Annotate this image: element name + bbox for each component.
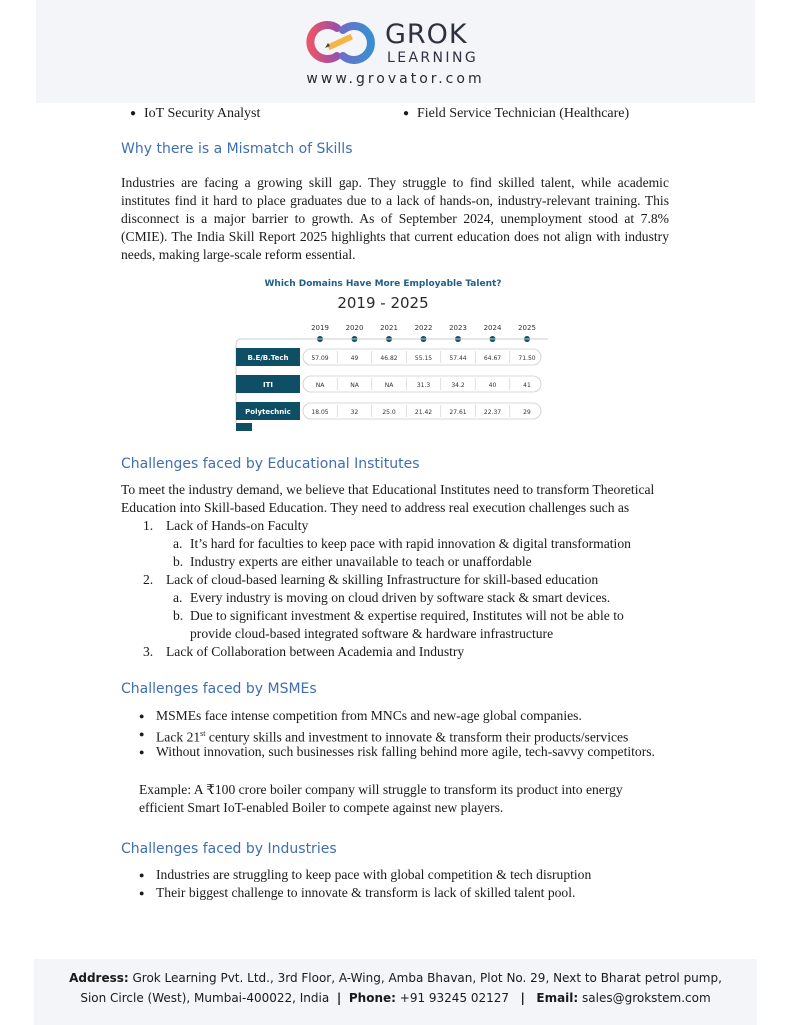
bullet-glyph: ●: [139, 747, 145, 757]
year-label: 2021: [380, 324, 398, 332]
year-label: 2024: [483, 324, 502, 332]
logo-mark-icon: [297, 18, 385, 68]
list-number: 3.: [143, 644, 154, 659]
grok-learning-logo: [297, 18, 497, 68]
list-number: a.: [173, 590, 183, 605]
list-text: provide cloud-based integrated software & hardware infrastructure: [190, 626, 554, 641]
section-heading-industries: Challenges faced by Industries: [121, 841, 337, 857]
cell-value: NA: [384, 382, 394, 389]
year-label: 2023: [449, 324, 467, 332]
employable-talent-table-svg: [233, 273, 536, 433]
list-item: IoT Security Analyst: [144, 106, 261, 121]
year-label: 2020: [345, 324, 364, 332]
list-text-rest: century skills and investment to innovate & transform their products/services: [205, 729, 629, 745]
list-item-continuation: [190, 625, 553, 643]
cell-value: 22.37: [483, 409, 502, 416]
list-item: [173, 553, 532, 571]
list-text: Lack of Hands-on Faculty: [166, 518, 309, 533]
list-item: [139, 866, 592, 884]
cell-value: 32: [350, 409, 359, 416]
list-number: a.: [173, 536, 183, 551]
section-heading-skill-mismatch: Why there is a Mismatch of Skills: [121, 141, 353, 157]
chart-title: Which Domains Have More Employable Talent?: [264, 279, 502, 289]
superscript: st: [200, 729, 206, 738]
msme-example-line2: efficient Smart IoT-enabled Boiler to compete against new players.: [139, 800, 504, 815]
top-list-row: [0, 104, 791, 124]
list-number: 2.: [143, 572, 154, 587]
list-item: [139, 707, 582, 725]
list-text: Industry experts are either unavailable to teach or unaffordable: [190, 554, 532, 569]
row-label: Polytechnic: [245, 408, 291, 416]
cell-value: 49: [350, 355, 359, 362]
list-item: Field Service Technician (Healthcare): [417, 106, 630, 121]
bullet-glyph: ●: [130, 108, 137, 119]
bullet-glyph: ●: [139, 888, 145, 898]
list-text: Lack of Collaboration between Academia and Industry: [166, 644, 465, 659]
cell-value: 57.44: [449, 355, 467, 362]
address-text-line2: Sion Circle (West), Mumbai-400022, India: [80, 991, 330, 1005]
footer-address-line1: [34, 970, 757, 986]
cell-value: 41: [523, 382, 531, 389]
list-item: [173, 589, 611, 607]
list-item: [143, 517, 309, 535]
cell-value: 71.50: [518, 355, 536, 362]
list-text: Lack of cloud-based learning & skilling Infrastructure for skill-based education: [166, 572, 599, 587]
section-heading-educational-institutes: Challenges faced by Educational Institutes: [121, 456, 420, 472]
list-text: Their biggest challenge to innovate & transform is lack of skilled talent pool.: [156, 885, 576, 900]
cell-value: 57.09: [311, 355, 329, 362]
cell-value: 34.2: [451, 382, 465, 389]
address-label: Address:: [69, 971, 129, 985]
institutes-intro-line2: Education into Skill-based Education. They need to address real execution challenges such as: [121, 500, 630, 515]
list-item: [143, 571, 599, 589]
bullet-glyph: ●: [139, 870, 145, 880]
list-text: Every industry is moving on cloud driven by software stack & smart devices.: [190, 590, 611, 605]
cell-value: NA: [315, 382, 325, 389]
row-label: ITI: [263, 381, 273, 389]
cell-value: 27.61: [449, 409, 467, 416]
list-text: MSMEs face intense competition from MNCs and new-age global companies.: [156, 708, 582, 723]
list-text: Without innovation, such businesses risk falling behind more agile, tech-savvy competitors.: [156, 744, 655, 759]
skill-mismatch-paragraph: Industries are facing a growing skill gap. They struggle to find skilled talent, while academic institutes find it hard to place graduates due to a lack of hands-on, industry-relevant training. This disconnect is a major barrier to growth. As of September 2024, unemployment stood at 7.8% (CMIE). The India Skill Report 2025 highlights that current education does not align with industry needs, making large-scale reform essential.: [121, 175, 669, 262]
bullet-glyph: ●: [403, 108, 410, 119]
brand-name: GROK: [385, 19, 468, 50]
employable-talent-chart: [233, 273, 536, 433]
cell-value: 46.82: [380, 355, 398, 362]
chart-subtitle: 2019 - 2025: [337, 294, 429, 312]
list-item: [143, 643, 465, 661]
list-text: Industries are struggling to keep pace with global competition & tech disruption: [156, 867, 592, 882]
website-url[interactable]: www.grovator.com: [306, 71, 485, 87]
list-number: b.: [173, 608, 184, 623]
institutes-intro-line1: To meet the industry demand, we believe that Educational Institutes need to transform Theoretical: [121, 482, 655, 497]
list-item: [173, 607, 624, 625]
cell-value: 29: [523, 409, 531, 416]
chart-corner-accent: [236, 423, 252, 431]
msme-example-line1: Example: A ₹100 crore boiler company will struggle to transform its product into energy: [139, 782, 623, 797]
footer-separator: |: [336, 991, 342, 1005]
cell-value: 64.67: [483, 355, 502, 362]
list-number: b.: [173, 554, 184, 569]
cell-value: NA: [350, 382, 359, 389]
address-text: Grok Learning Pvt. Ltd., 3rd Floor, A-Wing, Amba Bhavan, Plot No. 29, Next to Bharat petrol pump,: [128, 971, 722, 985]
list-text: It’s hard for faculties to keep pace with rapid innovation & digital transformation: [190, 536, 631, 551]
section-heading-msmes: Challenges faced by MSMEs: [121, 681, 317, 697]
list-number: 1.: [143, 518, 154, 533]
email-label: Email:: [536, 991, 579, 1005]
phone-number[interactable]: +91 93245 02127: [395, 991, 510, 1005]
cell-value: 40: [488, 382, 497, 389]
list-item: [139, 884, 576, 902]
brand-subtitle: LEARNING: [387, 50, 479, 66]
year-label: 2025: [518, 324, 536, 332]
bullet-glyph: ●: [139, 711, 145, 721]
list-item: [173, 535, 631, 553]
cell-value: 18.05: [311, 409, 329, 416]
year-label: 2022: [414, 324, 433, 332]
cell-value: 21.42: [414, 409, 433, 416]
footer-address-line2: [34, 990, 757, 1006]
cell-value: 31.3: [416, 382, 431, 389]
row-label: B.E/B.Tech: [247, 354, 289, 362]
list-item: [139, 743, 655, 761]
footer-separator: |: [520, 991, 525, 1005]
list-text: Due to significant investment & expertise required, Institutes will not be able to: [190, 608, 624, 623]
cell-value: 25.0: [382, 409, 396, 416]
cell-value: 55.15: [414, 355, 433, 362]
year-label: 2019: [311, 324, 329, 332]
email-address[interactable]: sales@grokstem.com: [578, 991, 711, 1005]
list-text: Lack 21: [156, 729, 201, 745]
bullet-glyph: ●: [139, 729, 145, 739]
phone-label: Phone:: [348, 991, 396, 1005]
